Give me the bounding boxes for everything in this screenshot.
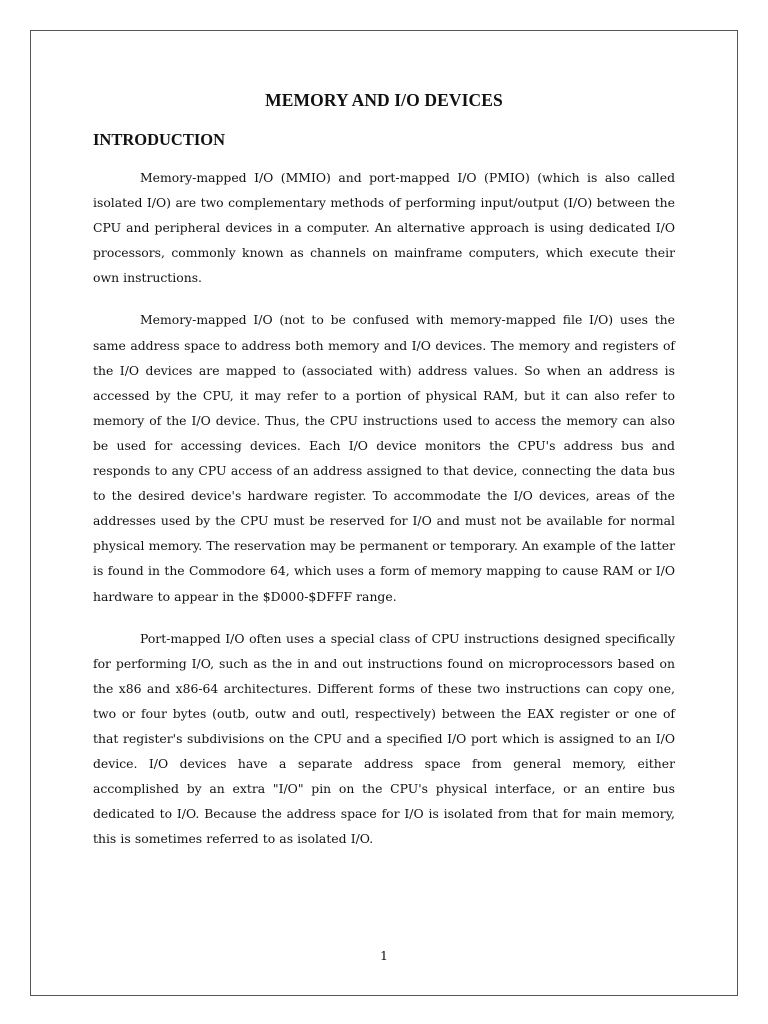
page-content [93, 88, 675, 868]
section-heading-introduction: INTRODUCTION [93, 130, 226, 149]
page-title: MEMORY AND I/O DEVICES [265, 90, 503, 110]
paragraph-3: Port-mapped I/O often uses a special class of CPU instructions designed specifically for performing I/O, such as the in and out instructions found on microprocessors based on the x86 and x86-64 architectures. Different forms of these two instructions can copy one, two or four bytes (outb, outw and outl, respectively) between the EAX register or one of that register's subdivisions on the CPU and a specified I/O port which is assigned to an I/O device. I/O devices have a separate address space from general memory, either accomplished by an extra "I/O" pin on the CPU's physical interface, or an entire bus dedicated to I/O. Because the address space for I/O is isolated from that for main memory, this is sometimes referred to as isolated I/O. [93, 630, 675, 847]
paragraph-1: Memory-mapped I/O (MMIO) and port-mapped I/O (PMIO) (which is also called isolated I/O) are two complementary methods of performing input/output (I/O) between the CPU and peripheral devices in a computer. An alternative approach is using dedicated I/O processors, commonly known as channels on mainframe computers, which execute their own instructions. [93, 170, 675, 286]
page-number: 1 [380, 948, 388, 963]
paragraph-2: Memory-mapped I/O (not to be confused with memory-mapped file I/O) uses the same address space to address both memory and I/O devices. The memory and registers of the I/O devices are mapped to (associated with) address values. So when an address is accessed by the CPU, it may refer to a portion of physical RAM, but it can also refer to memory of the I/O device. Thus, the CPU instructions used to access the memory can also be used for accessing devices. Each I/O device monitors the CPU's address bus and responds to any CPU access of an address assigned to that device, connecting the data bus to the desired device's hardware register. To accommodate the I/O devices, areas of the addresses used by the CPU must be reserved for I/O and must not be available for normal physical memory. The reservation may be permanent or temporary. An example of the latter is found in the Commodore 64, which uses a form of memory mapping to cause RAM or I/O hardware to appear in the $D000-$DFFF range. [93, 312, 675, 604]
